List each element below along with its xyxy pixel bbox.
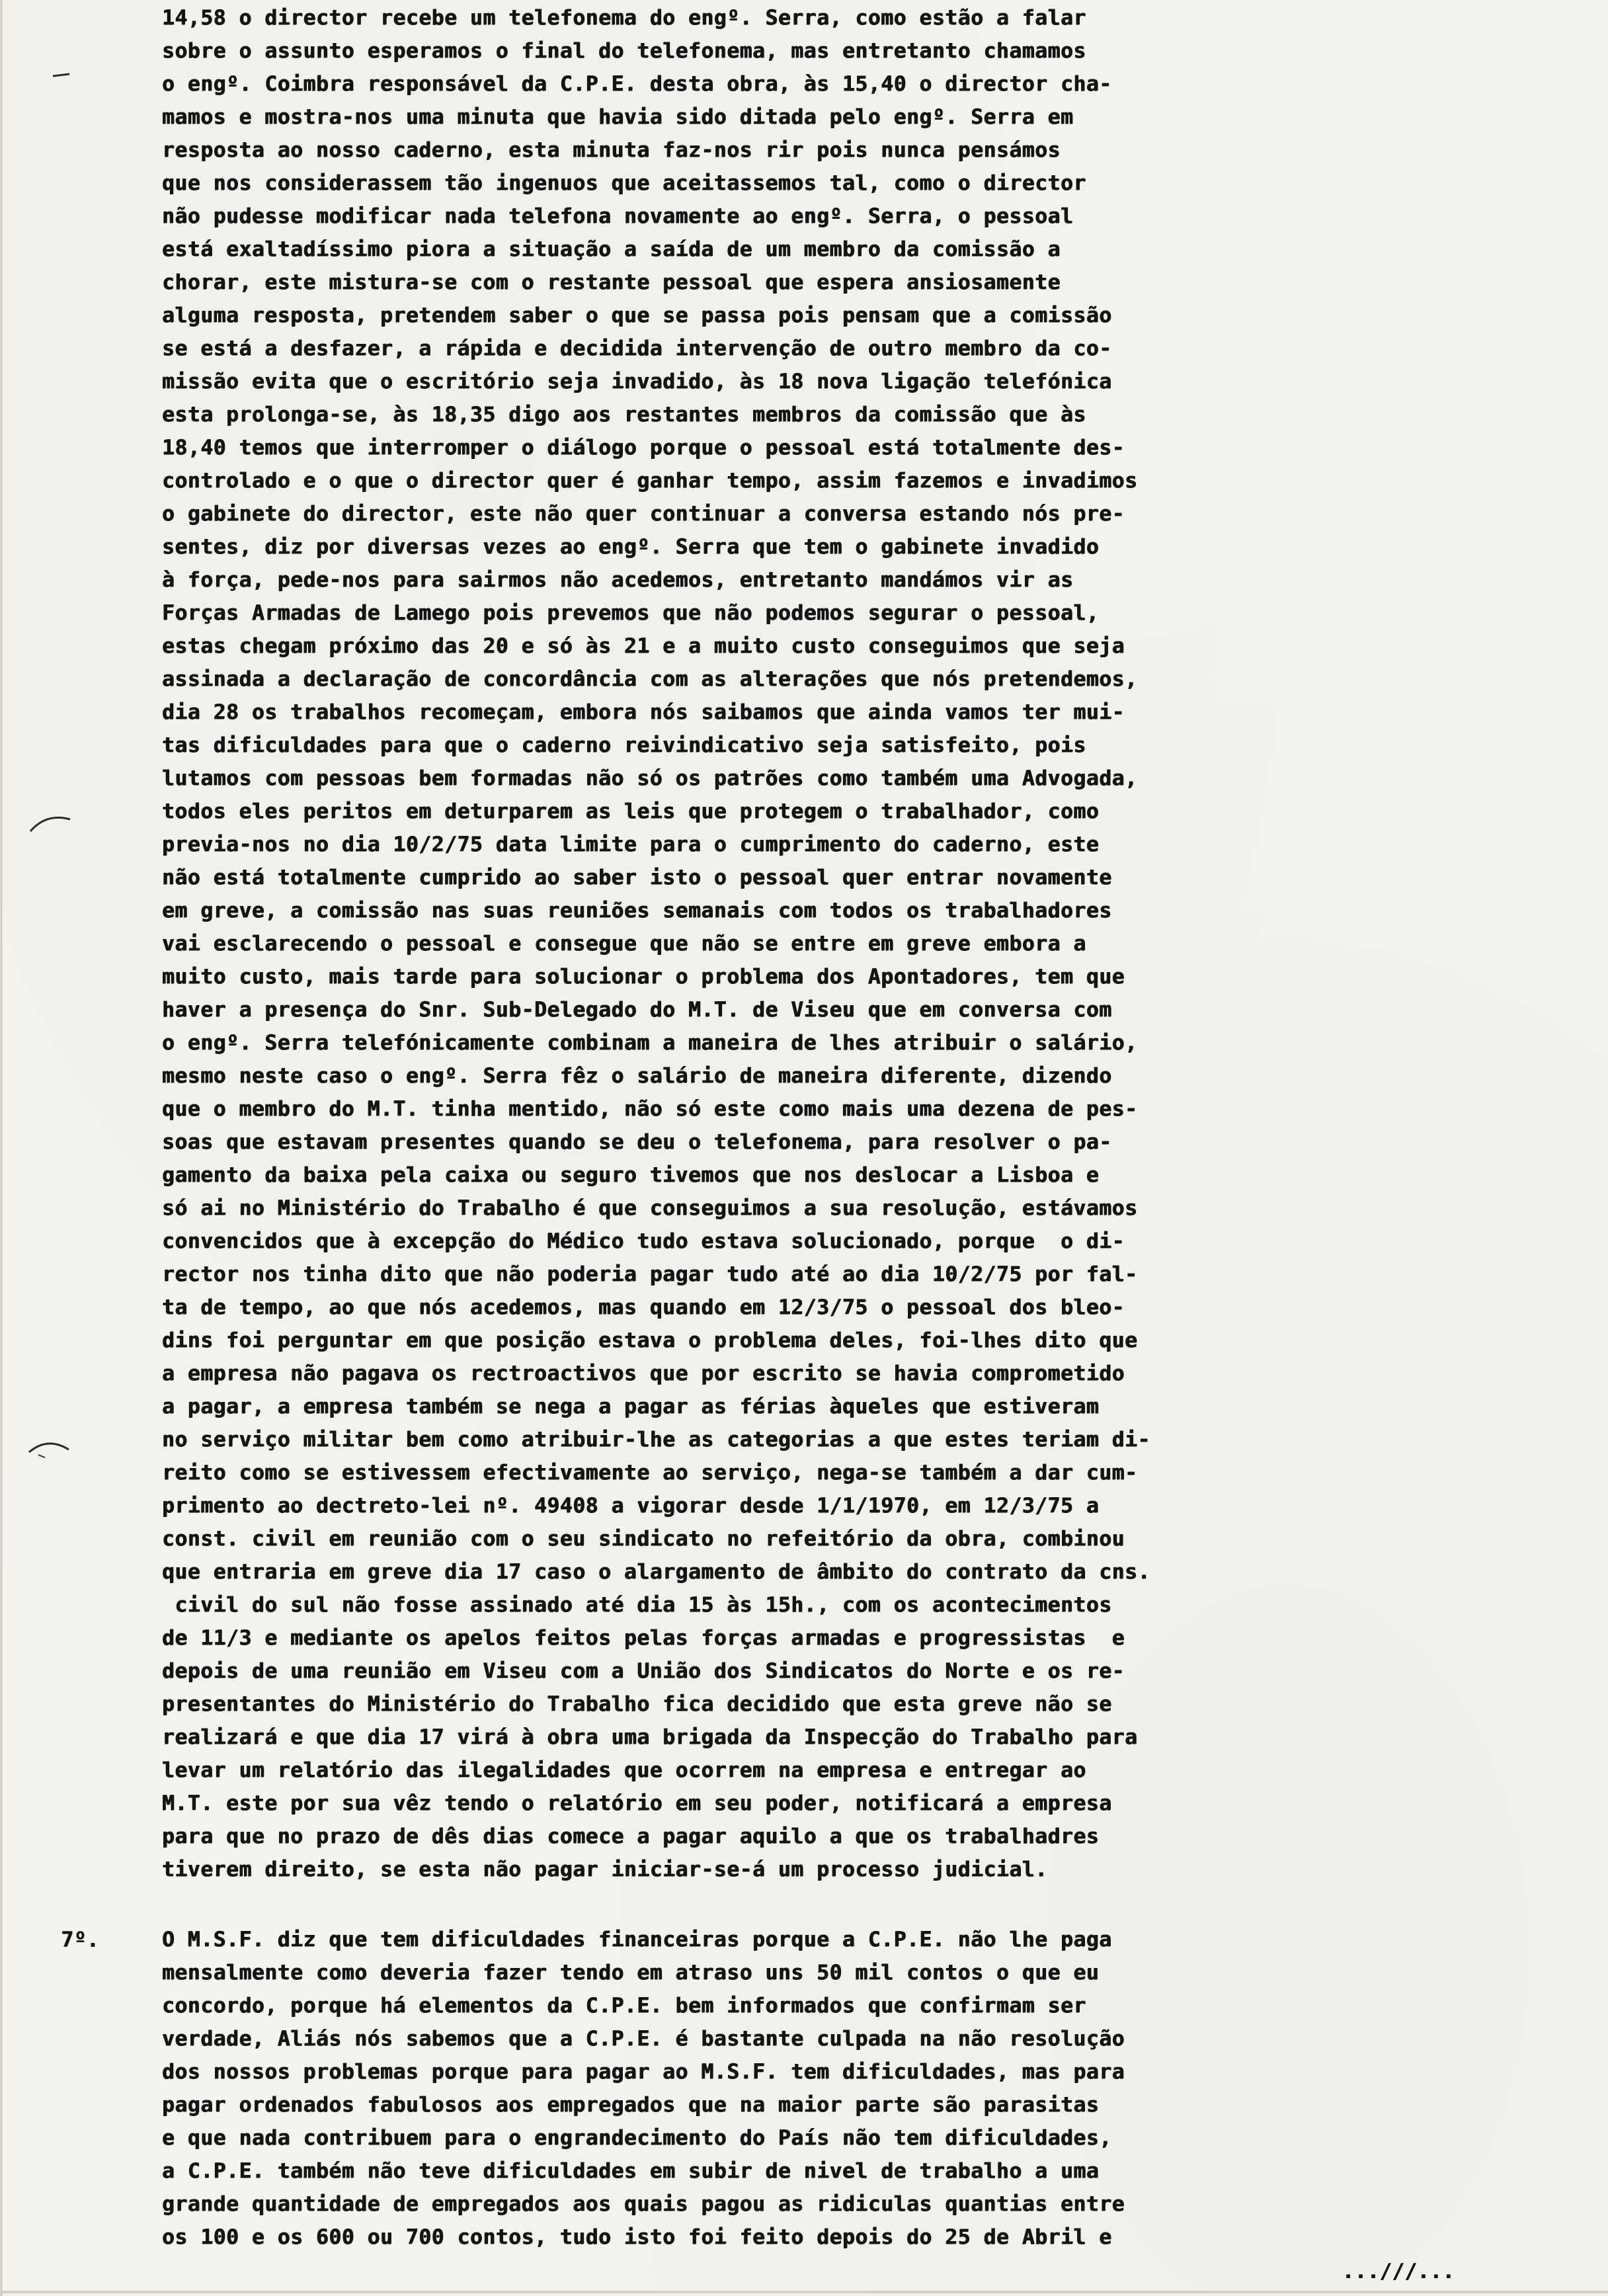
text-line: não está totalmente cumprido ao saber isto o pessoal quer entrar novamente [162,866,1112,889]
text-line: o engº. Serra telefónicamente combinam a maneira de lhes atribuir o salário, [162,1031,1138,1055]
text-line: concordo, porque há elementos da C.P.E. bem informados que confirmam ser [162,1994,1086,2018]
text-line: ta de tempo, ao que nós acedemos, mas quando em 12/3/75 o pessoal dos bleo- [162,1295,1125,1319]
text-line: não pudesse modificar nada telefona novamente ao engº. Serra, o pessoal [162,204,1074,228]
punch-hole-mark [25,1435,71,1461]
text-line: M.T. este por sua vêz tendo o relatório em seu poder, notificará a empresa [162,1791,1112,1815]
text-line: em greve, a comissão nas suas reuniões semanais com todos os trabalhadores [162,899,1112,922]
text-line: mensalmente como deveria fazer tendo em atraso uns 50 mil contos o que eu [162,1961,1100,1985]
text-line: lutamos com pessoas bem formadas não só os patrões como também uma Advogada, [162,766,1138,790]
text-line: const. civil em reunião com o seu sindicato no refeitório da obra, combinou [162,1527,1125,1551]
text-line: e que nada contribuem para o engrandecimento do País não tem dificuldades, [162,2126,1112,2150]
paragraph-number: 7º. [61,1927,99,1952]
text-line: a empresa não pagava os rectroactivos que por escrito se havia comprometido [162,1362,1125,1385]
text-line: convencidos que à excepção do Médico tudo estava solucionado, porque o di- [162,1229,1125,1253]
text-line: controlado e o que o director quer é ganhar tempo, assim fazemos e invadimos [162,469,1138,493]
punch-hole-mark [26,810,73,837]
text-line: o engº. Coimbra responsável da C.P.E. desta obra, às 15,40 o director cha- [162,72,1112,96]
text-line: vai esclarecendo o pessoal e consegue que não se entre em greve embora a [162,932,1086,956]
text-line: O M.S.F. diz que tem dificuldades financeiras porque a C.P.E. não lhe paga [162,1928,1112,1951]
text-line: está exaltadíssimo piora a situação a saída de um membro da comissão a [162,237,1061,261]
text-line: reito como se estivessem efectivamente ao serviço, nega-se também a dar cum- [162,1461,1138,1485]
text-line: dia 28 os trabalhos recomeçam, embora nós saibamos que ainda vamos ter mui- [162,700,1125,724]
text-line: os 100 e os 600 ou 700 contos, tudo isto foi feito depois do 25 de Abril e [162,2225,1112,2249]
text-line: mesmo neste caso o engº. Serra fêz o salário de maneira diferente, dizendo [162,1064,1112,1088]
text-line: assinada a declaração de concordância com as alterações que nós pretendemos, [162,667,1138,691]
text-line: muito custo, mais tarde para solucionar o problema dos Apontadores, tem que [162,965,1125,989]
text-line: chorar, este mistura-se com o restante pessoal que espera ansiosamente [162,270,1061,294]
paragraph-continuation [162,1,1511,1886]
text-line: verdade, Aliás nós sabemos que a C.P.E. é bastante culpada na não resolução [162,2027,1125,2051]
text-line: a C.P.E. também não teve dificuldades em subir de nivel de trabalho a uma [162,2159,1100,2183]
text-line: a pagar, a empresa também se nega a pagar as férias àqueles que estiveram [162,1395,1100,1418]
text-line: no serviço militar bem como atribuir-lhe as categorias a que estes teriam di- [162,1428,1150,1452]
text-line: levar um relatório das ilegalidades que ocorrem na empresa e entregar ao [162,1758,1086,1782]
text-line: gamento da baixa pela caixa ou seguro tivemos que nos deslocar a Lisboa e [162,1163,1100,1187]
text-line: mamos e mostra-nos uma minuta que havia sido ditada pelo engº. Serra em [162,105,1074,129]
text-line: de 11/3 e mediante os apelos feitos pelas forças armadas e progressistas e [162,1626,1125,1650]
text-line: grande quantidade de empregados aos quais pagou as ridiculas quantias entre [162,2192,1125,2216]
text-line: pagar ordenados fabulosos aos empregados que na maior parte são parasitas [162,2093,1100,2117]
text-line: que o membro do M.T. tinha mentido, não só este como mais uma dezena de pes- [162,1097,1138,1121]
text-line: 18,40 temos que interromper o diálogo porque o pessoal está totalmente des- [162,436,1125,460]
text-line: sentes, diz por diversas vezes ao engº. Serra que tem o gabinete invadido [162,535,1100,559]
text-line: só ai no Ministério do Trabalho é que conseguimos a sua resolução, estávamos [162,1196,1138,1220]
text-line: para que no prazo de dês dias comece a pagar aquilo a que os trabalhadres [162,1824,1100,1848]
text-line: todos eles peritos em deturparem as leis que protegem o trabalhador, como [162,800,1100,823]
continuation-mark: ...///... [1342,2260,1455,2283]
text-line: se está a desfazer, a rápida e decidida intervenção de outro membro da co- [162,337,1112,360]
text-line: soas que estavam presentes quando se deu o telefonema, para resolver o pa- [162,1130,1112,1154]
text-line: previa-nos no dia 10/2/75 data limite para o cumprimento do caderno, este [162,833,1100,856]
text-line: civil do sul não fosse assinado até dia 15 às 15h., com os acontecimentos [162,1593,1112,1617]
text-line: que nos considerassem tão ingenuos que aceitassemos tal, como o director [162,171,1086,195]
text-line: rector nos tinha dito que não poderia pagar tudo até ao dia 10/2/75 por fal- [162,1262,1138,1286]
text-line: primento ao dectreto-lei nº. 49408 a vigorar desde 1/1/1970, em 12/3/75 a [162,1494,1100,1518]
text-line: alguma resposta, pretendem saber o que se passa pois pensam que a comissão [162,304,1112,327]
text-line: que entraria em greve dia 17 caso o alargamento de âmbito do contrato da cns. [162,1560,1150,1584]
text-line: depois de uma reunião em Viseu com a União dos Sindicatos do Norte e os re- [162,1659,1125,1683]
text-line: tiverem direito, se esta não pagar iniciar-se-á um processo judicial. [162,1858,1048,1881]
text-line: Forças Armadas de Lamego pois prevemos que não podemos segurar o pessoal, [162,601,1100,625]
text-line: dos nossos problemas porque para pagar ao M.S.F. tem dificuldades, mas para [162,2060,1125,2084]
text-line: haver a presença do Snr. Sub-Delegado do M.T. de Viseu que em conversa com [162,998,1112,1022]
text-line: sobre o assunto esperamos o final do telefonema, mas entretanto chamamos [162,39,1086,63]
text-line: o gabinete do director, este não quer continuar a conversa estando nós pre- [162,502,1125,526]
text-line: tas dificuldades para que o caderno reivindicativo seja satisfeito, pois [162,733,1086,757]
text-line: resposta ao nosso caderno, esta minuta faz-nos rir pois nunca pensámos [162,138,1061,162]
text-line: dins foi perguntar em que posição estava o problema deles, foi-lhes dito que [162,1329,1138,1352]
text-line: presentantes do Ministério do Trabalho fica decidido que esta greve não se [162,1692,1112,1716]
text-line: realizará e que dia 17 virá à obra uma brigada da Inspecção do Trabalho para [162,1725,1138,1749]
paragraph-7 [162,1923,1511,2254]
text-line: esta prolonga-se, às 18,35 digo aos restantes membros da comissão que às [162,403,1086,427]
text-line: 14,58 o director recebe um telefonema do engº. Serra, como estão a falar [162,6,1086,30]
text-line: estas chegam próximo das 20 e só às 21 e a muito custo conseguimos que seja [162,634,1125,658]
text-line: à força, pede-nos para sairmos não acedemos, entretanto mandámos vir as [162,568,1074,592]
text-line: missão evita que o escritório seja invadido, às 18 nova ligação telefónica [162,370,1112,393]
